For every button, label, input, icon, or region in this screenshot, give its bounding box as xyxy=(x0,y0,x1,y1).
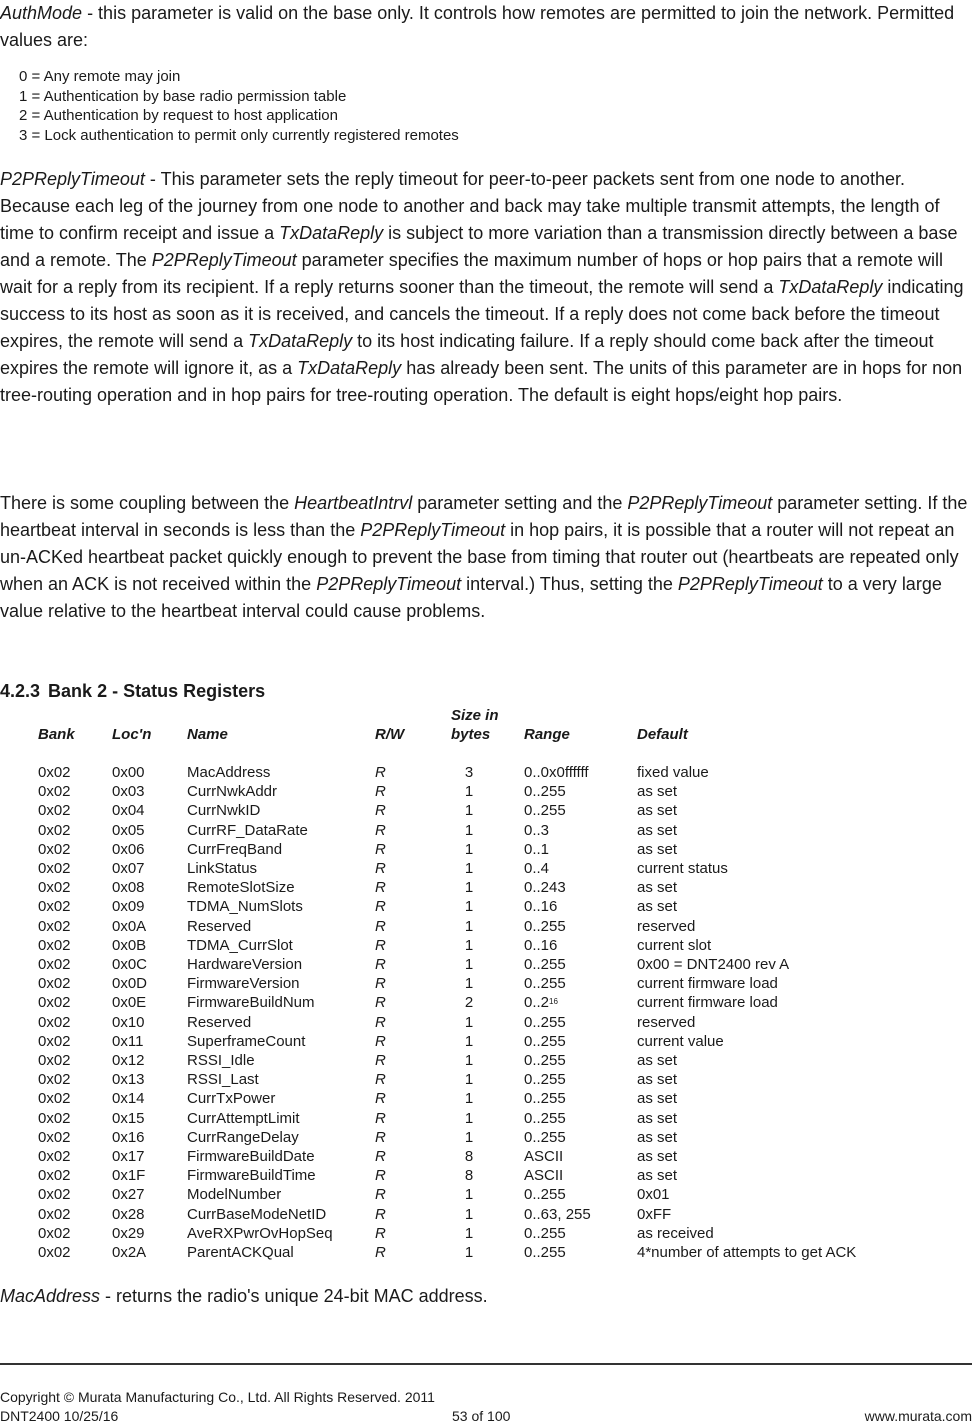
cell-bank: 0x02 xyxy=(38,1224,71,1242)
cell-rw: R xyxy=(375,1167,386,1185)
coupling-text: parameter setting and the xyxy=(412,493,628,513)
table-row xyxy=(0,878,975,897)
cell-default: 0x01 xyxy=(637,1186,670,1204)
authmode-text: - this parameter is valid on the base only. It controls how remotes are permitted to join the network. Permitted values are: xyxy=(0,3,955,50)
cell-location: 0x07 xyxy=(112,860,145,877)
coupling-text: There is some coupling between the xyxy=(0,493,295,513)
cell-size: 1 xyxy=(464,879,474,897)
table-row xyxy=(0,763,975,782)
cell-size: 2 xyxy=(464,994,474,1012)
p2p-text: parameter specifies the maximum number of hops or hop pairs that a remote will wait for a reply from its recipient. If a reply returns sooner than the timeout, the remote will send a xyxy=(0,250,943,297)
cell-default: as set xyxy=(637,1090,678,1108)
cell-bank: 0x02 xyxy=(38,840,71,858)
column-header-bank: Bank xyxy=(38,726,75,743)
cell-location: 0x11 xyxy=(112,1032,144,1050)
cell-range: 0..3 xyxy=(524,821,550,839)
table-row xyxy=(0,840,975,859)
footer-document-id: DNT2400 10/25/16 xyxy=(0,1408,119,1424)
cell-range: 0..255 xyxy=(524,956,566,973)
cell-location: 0x0C xyxy=(112,956,148,973)
cell-bank: 0x02 xyxy=(38,764,71,781)
cell-location: 0x12 xyxy=(112,1052,145,1069)
cell-location: 0x0E xyxy=(112,994,147,1012)
cell-name: RSSI_Idle xyxy=(187,1052,255,1069)
cell-location: 0x16 xyxy=(112,1128,145,1146)
cell-rw: R xyxy=(375,1013,386,1031)
heartbeat-coupling-paragraph xyxy=(0,490,972,625)
cell-size: 1 xyxy=(464,1013,474,1031)
cell-size: 8 xyxy=(464,1167,474,1185)
coupling-italic-term: P2PReplyTimeout xyxy=(316,574,462,594)
cell-range: 0..255 xyxy=(524,1224,566,1242)
coupling-italic-term: P2PReplyTimeout xyxy=(360,520,506,540)
cell-name: FirmwareBuildNum xyxy=(187,994,315,1012)
cell-default: as set xyxy=(637,1071,678,1089)
table-row xyxy=(0,801,975,820)
cell-default: current firmware load xyxy=(637,994,778,1012)
authmode-value: 2 = Authentication by request to host application xyxy=(19,107,338,124)
cell-rw: R xyxy=(375,1071,386,1089)
cell-rw: R xyxy=(375,975,386,993)
cell-name: Reserved xyxy=(187,1013,252,1031)
macaddress-paragraph xyxy=(0,1283,972,1310)
authmode-value: 3 = Lock authentication to permit only currently registered remotes xyxy=(19,126,459,144)
cell-bank: 0x02 xyxy=(38,821,71,839)
cell-rw: R xyxy=(375,1244,386,1261)
column-header-default: Default xyxy=(637,726,688,743)
cell-default: as set xyxy=(637,1128,678,1146)
cell-location: 0x0D xyxy=(112,975,148,993)
cell-bank: 0x02 xyxy=(38,1167,71,1185)
cell-location: 0x27 xyxy=(112,1186,145,1204)
cell-default: 0xFF xyxy=(637,1205,672,1223)
p2p-term: P2PReplyTimeout xyxy=(0,169,145,189)
cell-location: 0x08 xyxy=(112,879,145,897)
cell-range: 0..255 xyxy=(524,802,566,820)
table-row xyxy=(0,1070,975,1089)
cell-range: 0..255 xyxy=(524,1244,566,1261)
cell-range: 0..255 xyxy=(524,1128,566,1146)
cell-location: 0x05 xyxy=(112,821,145,839)
table-row xyxy=(0,859,975,878)
cell-name: FirmwareBuildDate xyxy=(187,1148,315,1165)
cell-rw: R xyxy=(375,917,386,935)
cell-location: 0x13 xyxy=(112,1071,145,1089)
coupling-text: parameter setting. If the heartbeat interval in seconds is less than the xyxy=(0,493,968,540)
cell-rw: R xyxy=(375,994,386,1012)
table-row xyxy=(0,1224,975,1243)
cell-size: 1 xyxy=(464,1032,474,1050)
cell-location: 0x00 xyxy=(112,764,145,781)
cell-rw: R xyxy=(375,802,386,820)
cell-default: as received xyxy=(637,1224,714,1242)
table-row xyxy=(0,974,975,993)
cell-rw: R xyxy=(375,898,386,916)
column-header-range: Range xyxy=(524,726,570,743)
cell-location: 0x04 xyxy=(112,802,145,820)
table-row xyxy=(0,1166,975,1185)
cell-bank: 0x02 xyxy=(38,1148,71,1165)
cell-bank: 0x02 xyxy=(38,802,71,820)
cell-location: 0x14 xyxy=(112,1090,145,1108)
table-row xyxy=(0,1205,975,1224)
coupling-text: interval.) Thus, setting the xyxy=(461,574,678,594)
cell-range: 0..255 xyxy=(524,917,566,935)
cell-bank: 0x02 xyxy=(38,1186,71,1204)
p2p-text: to its host indicating failure. If a reply should come back after the timeout expires the remote will ignore it, as a xyxy=(0,331,934,378)
cell-size: 1 xyxy=(464,802,474,820)
cell-location: 0x1F xyxy=(112,1167,146,1185)
cell-name: ParentACKQual xyxy=(187,1244,294,1261)
table-row xyxy=(0,1128,975,1147)
section-number: 4.2.3 xyxy=(0,681,41,701)
cell-size: 1 xyxy=(464,1244,474,1261)
macaddress-text: - returns the radio's unique 24-bit MAC address. xyxy=(100,1286,488,1306)
cell-range: 0..2 xyxy=(524,994,550,1012)
cell-range: 0..16 xyxy=(524,898,558,916)
p2p-text: - This parameter sets the reply timeout for peer-to-peer packets sent from one node to another. Because each leg of the journey from one node to another and back may take multiple transmit attempts, the length of time to confirm receipt and issue a xyxy=(0,169,940,243)
table-row xyxy=(0,1109,975,1128)
cell-name: CurrNwkAddr xyxy=(187,783,278,801)
table-row xyxy=(0,1147,975,1166)
cell-bank: 0x02 xyxy=(38,917,71,935)
cell-rw: R xyxy=(375,1032,386,1050)
table-row xyxy=(0,1243,975,1262)
cell-rw: R xyxy=(375,1205,386,1223)
range-exponent: 16 xyxy=(549,997,558,1007)
cell-default: 4*number of attempts to get ACK xyxy=(637,1244,857,1261)
cell-default: as set xyxy=(637,1052,678,1069)
cell-location: 0x2A xyxy=(112,1244,147,1261)
table-row xyxy=(0,993,975,1012)
p2p-italic-term: TxDataReply xyxy=(778,277,883,297)
authmode-paragraph xyxy=(0,0,972,54)
p2p-italic-term: TxDataReply xyxy=(297,358,402,378)
cell-name: LinkStatus xyxy=(187,860,258,877)
table-row xyxy=(0,1013,975,1032)
cell-bank: 0x02 xyxy=(38,936,71,954)
cell-name: CurrRangeDelay xyxy=(187,1128,299,1146)
cell-range: ASCII xyxy=(524,1148,564,1165)
cell-location: 0x0B xyxy=(112,936,147,954)
cell-rw: R xyxy=(375,764,386,781)
cell-name: CurrBaseModeNetID xyxy=(187,1205,327,1223)
cell-name: AveRXPwrOvHopSeq xyxy=(187,1224,333,1242)
cell-size: 8 xyxy=(464,1148,474,1165)
table-row xyxy=(0,1089,975,1108)
coupling-italic-term: HeartbeatIntrvl xyxy=(294,493,413,513)
table-row xyxy=(0,1185,975,1204)
cell-default: fixed value xyxy=(637,764,709,781)
cell-bank: 0x02 xyxy=(38,956,71,973)
cell-default: current slot xyxy=(637,936,712,954)
cell-size: 1 xyxy=(464,860,474,877)
cell-bank: 0x02 xyxy=(38,898,71,916)
cell-name: MacAddress xyxy=(187,764,271,781)
cell-location: 0x17 xyxy=(112,1148,145,1165)
cell-bank: 0x02 xyxy=(38,994,71,1012)
coupling-italic-term: P2PReplyTimeout xyxy=(627,493,773,513)
cell-name: SuperframeCount xyxy=(187,1032,306,1050)
cell-location: 0x09 xyxy=(112,898,145,916)
cell-range: ASCII xyxy=(524,1167,564,1185)
cell-rw: R xyxy=(375,1224,386,1242)
cell-size: 1 xyxy=(464,956,474,973)
cell-range: 0..16 xyxy=(524,936,558,954)
cell-bank: 0x02 xyxy=(38,1128,71,1146)
cell-size: 1 xyxy=(464,783,474,801)
cell-bank: 0x02 xyxy=(38,1052,71,1069)
cell-size: 1 xyxy=(464,821,474,839)
footer-divider xyxy=(0,1363,972,1365)
cell-rw: R xyxy=(375,956,386,973)
cell-name: CurrRF_DataRate xyxy=(187,821,308,839)
cell-default: current value xyxy=(637,1032,724,1050)
cell-range: 0..255 xyxy=(524,1013,566,1031)
cell-bank: 0x02 xyxy=(38,1071,71,1089)
p2p-italic-term: TxDataReply xyxy=(248,331,353,351)
cell-size: 1 xyxy=(464,898,474,916)
cell-default: as set xyxy=(637,783,678,801)
authmode-value: 1 = Authentication by base radio permission table xyxy=(19,87,347,105)
cell-size: 1 xyxy=(464,1071,474,1089)
cell-rw: R xyxy=(375,1148,386,1165)
p2p-text: has already been sent. The units of this parameter are in hops for non tree-routing operation and in hop pairs for tree-routing operation. The default is eight hops/eight hop pairs. xyxy=(0,358,963,405)
table-row xyxy=(0,897,975,916)
macaddress-term: MacAddress xyxy=(0,1286,101,1306)
table-row xyxy=(0,1051,975,1070)
cell-range: 0..255 xyxy=(524,1032,566,1050)
section-heading xyxy=(0,681,265,702)
coupling-italic-term: P2PReplyTimeout xyxy=(677,574,823,594)
column-header-name: Name xyxy=(187,726,228,743)
cell-name: FirmwareVersion xyxy=(187,975,300,993)
cell-name: FirmwareBuildTime xyxy=(187,1167,316,1185)
section-title-text: Bank 2 - Status Registers xyxy=(48,681,266,701)
cell-range: 0..255 xyxy=(524,783,566,801)
cell-name: TDMA_CurrSlot xyxy=(187,936,293,954)
cell-range: 0..255 xyxy=(524,1071,566,1089)
cell-bank: 0x02 xyxy=(38,1244,71,1261)
cell-bank: 0x02 xyxy=(38,860,71,877)
cell-rw: R xyxy=(375,821,386,839)
column-header-rw: R/W xyxy=(375,726,405,743)
cell-range: 0..0x0ffffff xyxy=(524,764,589,781)
cell-default: as set xyxy=(637,1167,678,1185)
cell-size: 1 xyxy=(464,1205,474,1223)
column-header-size-line1: Size in xyxy=(451,707,499,724)
cell-bank: 0x02 xyxy=(38,879,71,897)
authmode-value: 0 = Any remote may join xyxy=(19,68,181,85)
cell-size: 3 xyxy=(464,764,474,781)
cell-rw: R xyxy=(375,860,386,877)
table-row xyxy=(0,782,975,801)
cell-range: 0..255 xyxy=(524,975,566,993)
table-row xyxy=(0,821,975,840)
cell-bank: 0x02 xyxy=(38,1090,71,1108)
cell-default: 0x00 = DNT2400 rev A xyxy=(637,956,790,973)
cell-name: CurrAttemptLimit xyxy=(187,1109,300,1127)
cell-range: 0..1 xyxy=(524,840,550,858)
p2p-italic-term: TxDataReply xyxy=(279,223,384,243)
cell-location: 0x28 xyxy=(112,1205,145,1223)
cell-name: CurrFreqBand xyxy=(187,840,283,858)
cell-bank: 0x02 xyxy=(38,1032,71,1050)
cell-bank: 0x02 xyxy=(38,975,71,993)
p2p-reply-timeout-paragraph xyxy=(0,166,972,409)
cell-range: 0..255 xyxy=(524,1186,566,1204)
cell-rw: R xyxy=(375,1128,386,1146)
table-row xyxy=(0,917,975,936)
cell-range: 0..255 xyxy=(524,1109,566,1127)
table-row xyxy=(0,955,975,974)
column-header-size-line2: bytes xyxy=(451,726,491,743)
cell-name: CurrTxPower xyxy=(187,1090,276,1108)
cell-rw: R xyxy=(375,936,386,954)
footer-website: www.murata.com xyxy=(864,1408,972,1424)
cell-bank: 0x02 xyxy=(38,1205,71,1223)
cell-default: reserved xyxy=(637,917,696,935)
cell-size: 1 xyxy=(464,1052,474,1069)
cell-rw: R xyxy=(375,1090,386,1108)
cell-default: as set xyxy=(637,879,678,897)
table-row xyxy=(0,936,975,955)
table-row xyxy=(0,1032,975,1051)
cell-bank: 0x02 xyxy=(38,1013,71,1031)
authmode-values-list xyxy=(19,67,459,145)
cell-rw: R xyxy=(375,879,386,897)
footer-copyright: Copyright © Murata Manufacturing Co., Ltd. All Rights Reserved. 2011 xyxy=(0,1389,435,1405)
cell-rw: R xyxy=(375,1109,386,1127)
cell-name: Reserved xyxy=(187,917,252,935)
cell-location: 0x0A xyxy=(112,917,147,935)
cell-location: 0x10 xyxy=(112,1013,145,1031)
cell-name: RSSI_Last xyxy=(187,1071,259,1089)
cell-default: as set xyxy=(637,821,678,839)
cell-range: 0..63, 255 xyxy=(524,1205,591,1223)
coupling-text: in hop pairs, it is possible that a router will not repeat an un-ACKed heartbeat packet quickly enough to prevent the base from timing that router out (heartbeats are repeated only when an ACK is not received within the xyxy=(0,520,959,594)
cell-rw: R xyxy=(375,783,386,801)
cell-location: 0x06 xyxy=(112,840,145,858)
cell-size: 1 xyxy=(464,1128,474,1146)
cell-default: as set xyxy=(637,802,678,820)
cell-size: 1 xyxy=(464,1186,474,1204)
footer-page-number: 53 of 100 xyxy=(452,1408,511,1424)
cell-location: 0x03 xyxy=(112,783,145,801)
cell-bank: 0x02 xyxy=(38,783,71,801)
cell-rw: R xyxy=(375,1186,386,1204)
cell-location: 0x15 xyxy=(112,1109,145,1127)
cell-default: as set xyxy=(637,898,678,916)
cell-default: reserved xyxy=(637,1013,696,1031)
cell-rw: R xyxy=(375,1052,386,1069)
cell-default: current status xyxy=(637,860,728,877)
column-header-location: Loc'n xyxy=(112,726,152,743)
coupling-text: to a very large value relative to the heartbeat interval could cause problems. xyxy=(0,574,942,621)
cell-size: 1 xyxy=(464,840,474,858)
cell-name: RemoteSlotSize xyxy=(187,879,295,897)
cell-size: 1 xyxy=(464,975,474,993)
cell-name: HardwareVersion xyxy=(187,956,303,973)
cell-rw: R xyxy=(375,840,386,858)
cell-name: TDMA_NumSlots xyxy=(187,898,303,916)
cell-default: as set xyxy=(637,1148,678,1165)
authmode-term: AuthMode xyxy=(0,3,83,23)
cell-bank: 0x02 xyxy=(38,1109,71,1127)
cell-range: 0..243 xyxy=(524,879,566,897)
cell-size: 1 xyxy=(464,1224,474,1242)
p2p-text: indicating success to its host as soon as it is received, and cancels the timeout. If a reply does not come back before the timeout expires, the remote will send a xyxy=(0,277,964,351)
cell-size: 1 xyxy=(464,1109,474,1127)
cell-size: 1 xyxy=(464,917,474,935)
cell-default: current firmware load xyxy=(637,975,778,993)
p2p-italic-term: P2PReplyTimeout xyxy=(151,250,297,270)
cell-range: 0..255 xyxy=(524,1052,566,1069)
cell-range: 0..255 xyxy=(524,1090,566,1108)
cell-range: 0..4 xyxy=(524,860,550,877)
p2p-text: is subject to more variation than a transmission directly between a base and a remote. The xyxy=(0,223,958,270)
cell-size: 1 xyxy=(464,936,474,954)
cell-location: 0x29 xyxy=(112,1224,145,1242)
cell-default: as set xyxy=(637,840,678,858)
cell-size: 1 xyxy=(464,1090,474,1108)
cell-default: as set xyxy=(637,1109,678,1127)
cell-name: CurrNwkID xyxy=(187,802,261,820)
cell-name: ModelNumber xyxy=(187,1186,282,1204)
